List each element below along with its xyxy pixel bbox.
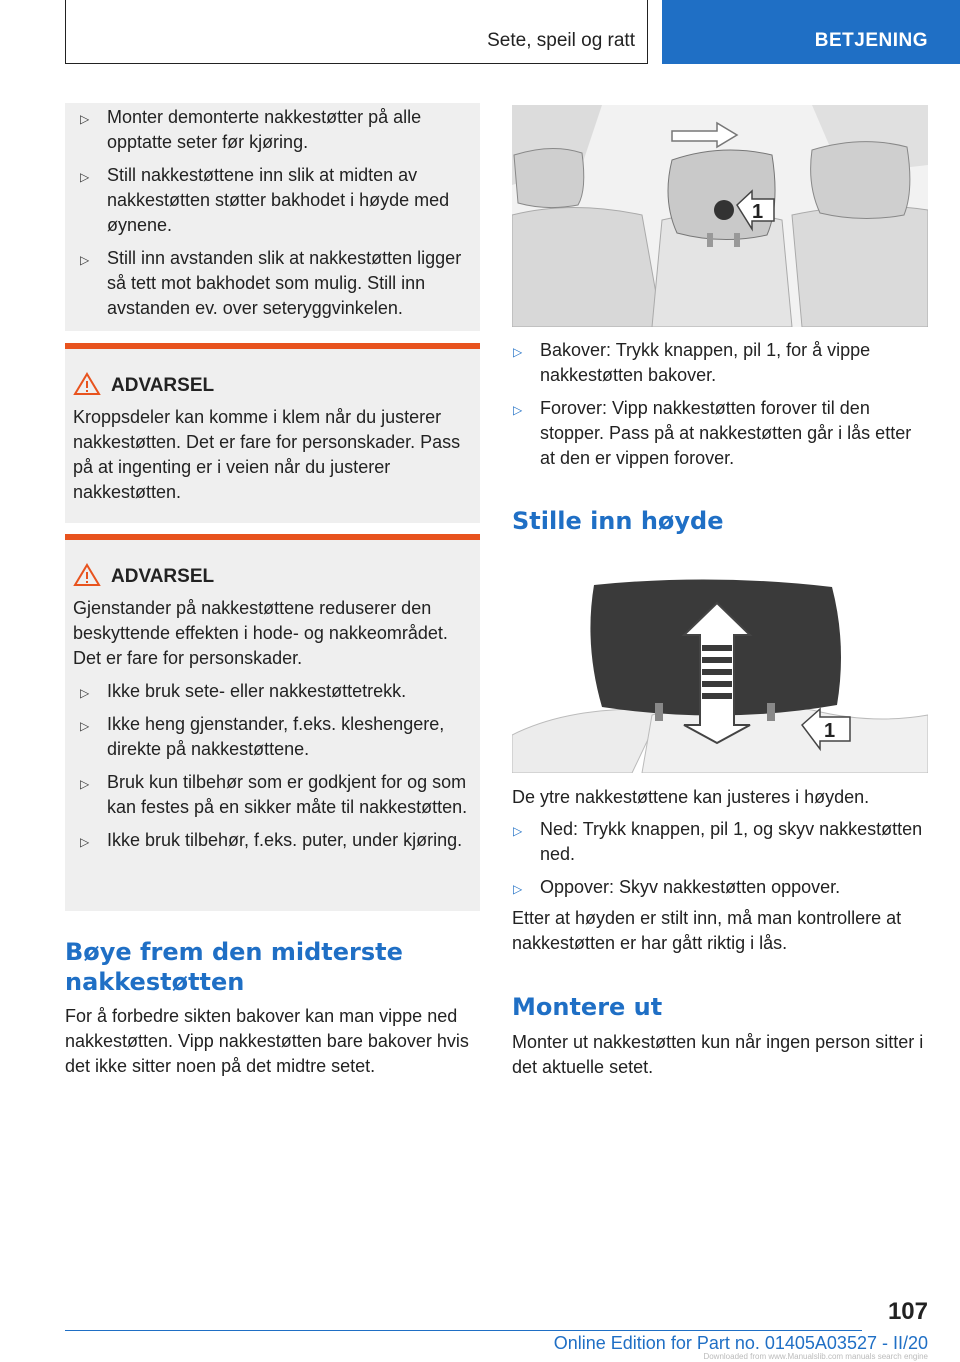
triangle-bullet-icon: ▷ bbox=[80, 170, 90, 184]
warning-bar bbox=[65, 534, 480, 540]
warning-text: Kroppsdeler kan komme i klem når du justerer nakkestøtten. Det er fare for personskader. Pass på at ingenting er i veien når du justerer nakkestøtten. bbox=[73, 407, 461, 502]
footer-edition: Online Edition for Part no. 01405A03527 - II/20 bbox=[553, 1333, 928, 1353]
page-number: 107 bbox=[887, 1298, 928, 1325]
header-section-tab bbox=[65, 0, 648, 64]
warning-triangle-icon bbox=[73, 372, 101, 396]
remove-paragraph: Monter ut nakkestøtten kun når ingen person sitter i det aktuelle setet. bbox=[512, 1032, 924, 1077]
triangle-bullet-icon: ▷ bbox=[513, 345, 523, 359]
footer-rule bbox=[65, 1330, 862, 1331]
list-item: ▷ Ned: Trykk knappen, pil 1, og skyv nakkestøtten ned. bbox=[513, 819, 923, 864]
warning-text: Gjenstander på nakkestøttene reduserer den beskyttende effekten i hode- og nakkeområdet. Det er fare for personskader. bbox=[73, 598, 448, 668]
triangle-bullet-icon: ▷ bbox=[80, 112, 90, 126]
triangle-bullet-icon: ▷ bbox=[513, 882, 523, 896]
section-heading-height: Stille inn høyde bbox=[512, 507, 724, 535]
list-item: ▷ Bruk kun tilbehør som er godkjent for og som kan festes på en sikker måte til nakkestøtten. bbox=[80, 772, 468, 817]
triangle-bullet-icon: ▷ bbox=[513, 824, 523, 838]
triangle-bullet-icon: ▷ bbox=[80, 253, 90, 267]
top-instructions-box bbox=[65, 103, 480, 331]
callout-number: 1 bbox=[824, 720, 836, 742]
tilt-steps-list bbox=[498, 338, 928, 479]
triangle-bullet-icon: ▷ bbox=[513, 403, 523, 417]
warning-bar bbox=[65, 343, 480, 349]
headrest-height-illustration bbox=[512, 575, 928, 773]
height-intro-paragraph: De ytre nakkestøttene kan justeres i høyden. bbox=[512, 787, 870, 807]
list-item: ▷ Still inn avstanden slik at nakkestøtten ligger så tett mot bakhodet som mulig. Still inn avstanden ev. over seteryggvinkelen. bbox=[80, 248, 462, 318]
triangle-bullet-icon: ▷ bbox=[80, 777, 90, 791]
section-heading-tilt: Bøye frem den midterste nakkestøtten bbox=[65, 938, 403, 996]
tilt-paragraph: For å forbedre sikten bakover kan man vippe ned nakkestøtten. Vipp nakkestøtten bare bakover hvis det ikke sitter noen på det midtre setet. bbox=[65, 1006, 469, 1076]
height-check-paragraph: Etter at høyden er stilt inn, må man kontrollere at nakkestøtten er har gått riktig i lås. bbox=[512, 908, 902, 953]
warning-triangle-icon bbox=[73, 563, 101, 587]
list-item: ▷ Ikke bruk tilbehør, f.eks. puter, under kjøring. bbox=[65, 828, 480, 853]
header-chapter-title: BETJENING bbox=[814, 30, 928, 51]
top-instruction-list bbox=[65, 105, 480, 321]
section-heading-remove: Montere ut bbox=[512, 993, 663, 1021]
list-item: ▷ Oppover: Skyv nakkestøtten oppover. bbox=[498, 875, 928, 900]
list-item: ▷ Forover: Vipp nakkestøtten forover til den stopper. Pass på at nakkestøtten går i lås etter at den er vippen forover. bbox=[513, 398, 912, 468]
list-item: ▷ Ikke heng gjenstander, f.eks. kleshengere, direkte på nakkestøttene. bbox=[80, 714, 445, 759]
list-item: ▷ Ikke bruk sete- eller nakkestøttetrekk. bbox=[65, 679, 480, 704]
headrest-tilt-illustration bbox=[512, 105, 928, 327]
header-section-title: Sete, speil og ratt bbox=[487, 30, 635, 51]
warning-list bbox=[65, 679, 480, 853]
list-item: ▷ Monter demonterte nakkestøtter på alle opptatte seter før kjøring. bbox=[80, 107, 422, 152]
triangle-bullet-icon: ▷ bbox=[80, 719, 90, 733]
footer-watermark: Downloaded from www.Manualslib.com manuals search engine bbox=[703, 1352, 928, 1361]
triangle-bullet-icon: ▷ bbox=[80, 835, 90, 849]
warning-title: ADVARSEL bbox=[65, 375, 480, 397]
list-item: ▷ Bakover: Trykk knappen, pil 1, for å vippe nakkestøtten bakover. bbox=[513, 340, 871, 385]
warning-box-1 bbox=[65, 343, 480, 523]
height-steps-list bbox=[498, 817, 928, 908]
header-chapter-tab bbox=[662, 0, 960, 64]
list-item: ▷ Still nakkestøttene inn slik at midten av nakkestøtten støtter bakhodet i høyde med øynene. bbox=[80, 165, 450, 235]
callout-number: 1 bbox=[752, 201, 764, 223]
warning-title: ADVARSEL bbox=[65, 566, 480, 588]
warning-box-2 bbox=[65, 534, 480, 911]
triangle-bullet-icon: ▷ bbox=[80, 686, 90, 700]
